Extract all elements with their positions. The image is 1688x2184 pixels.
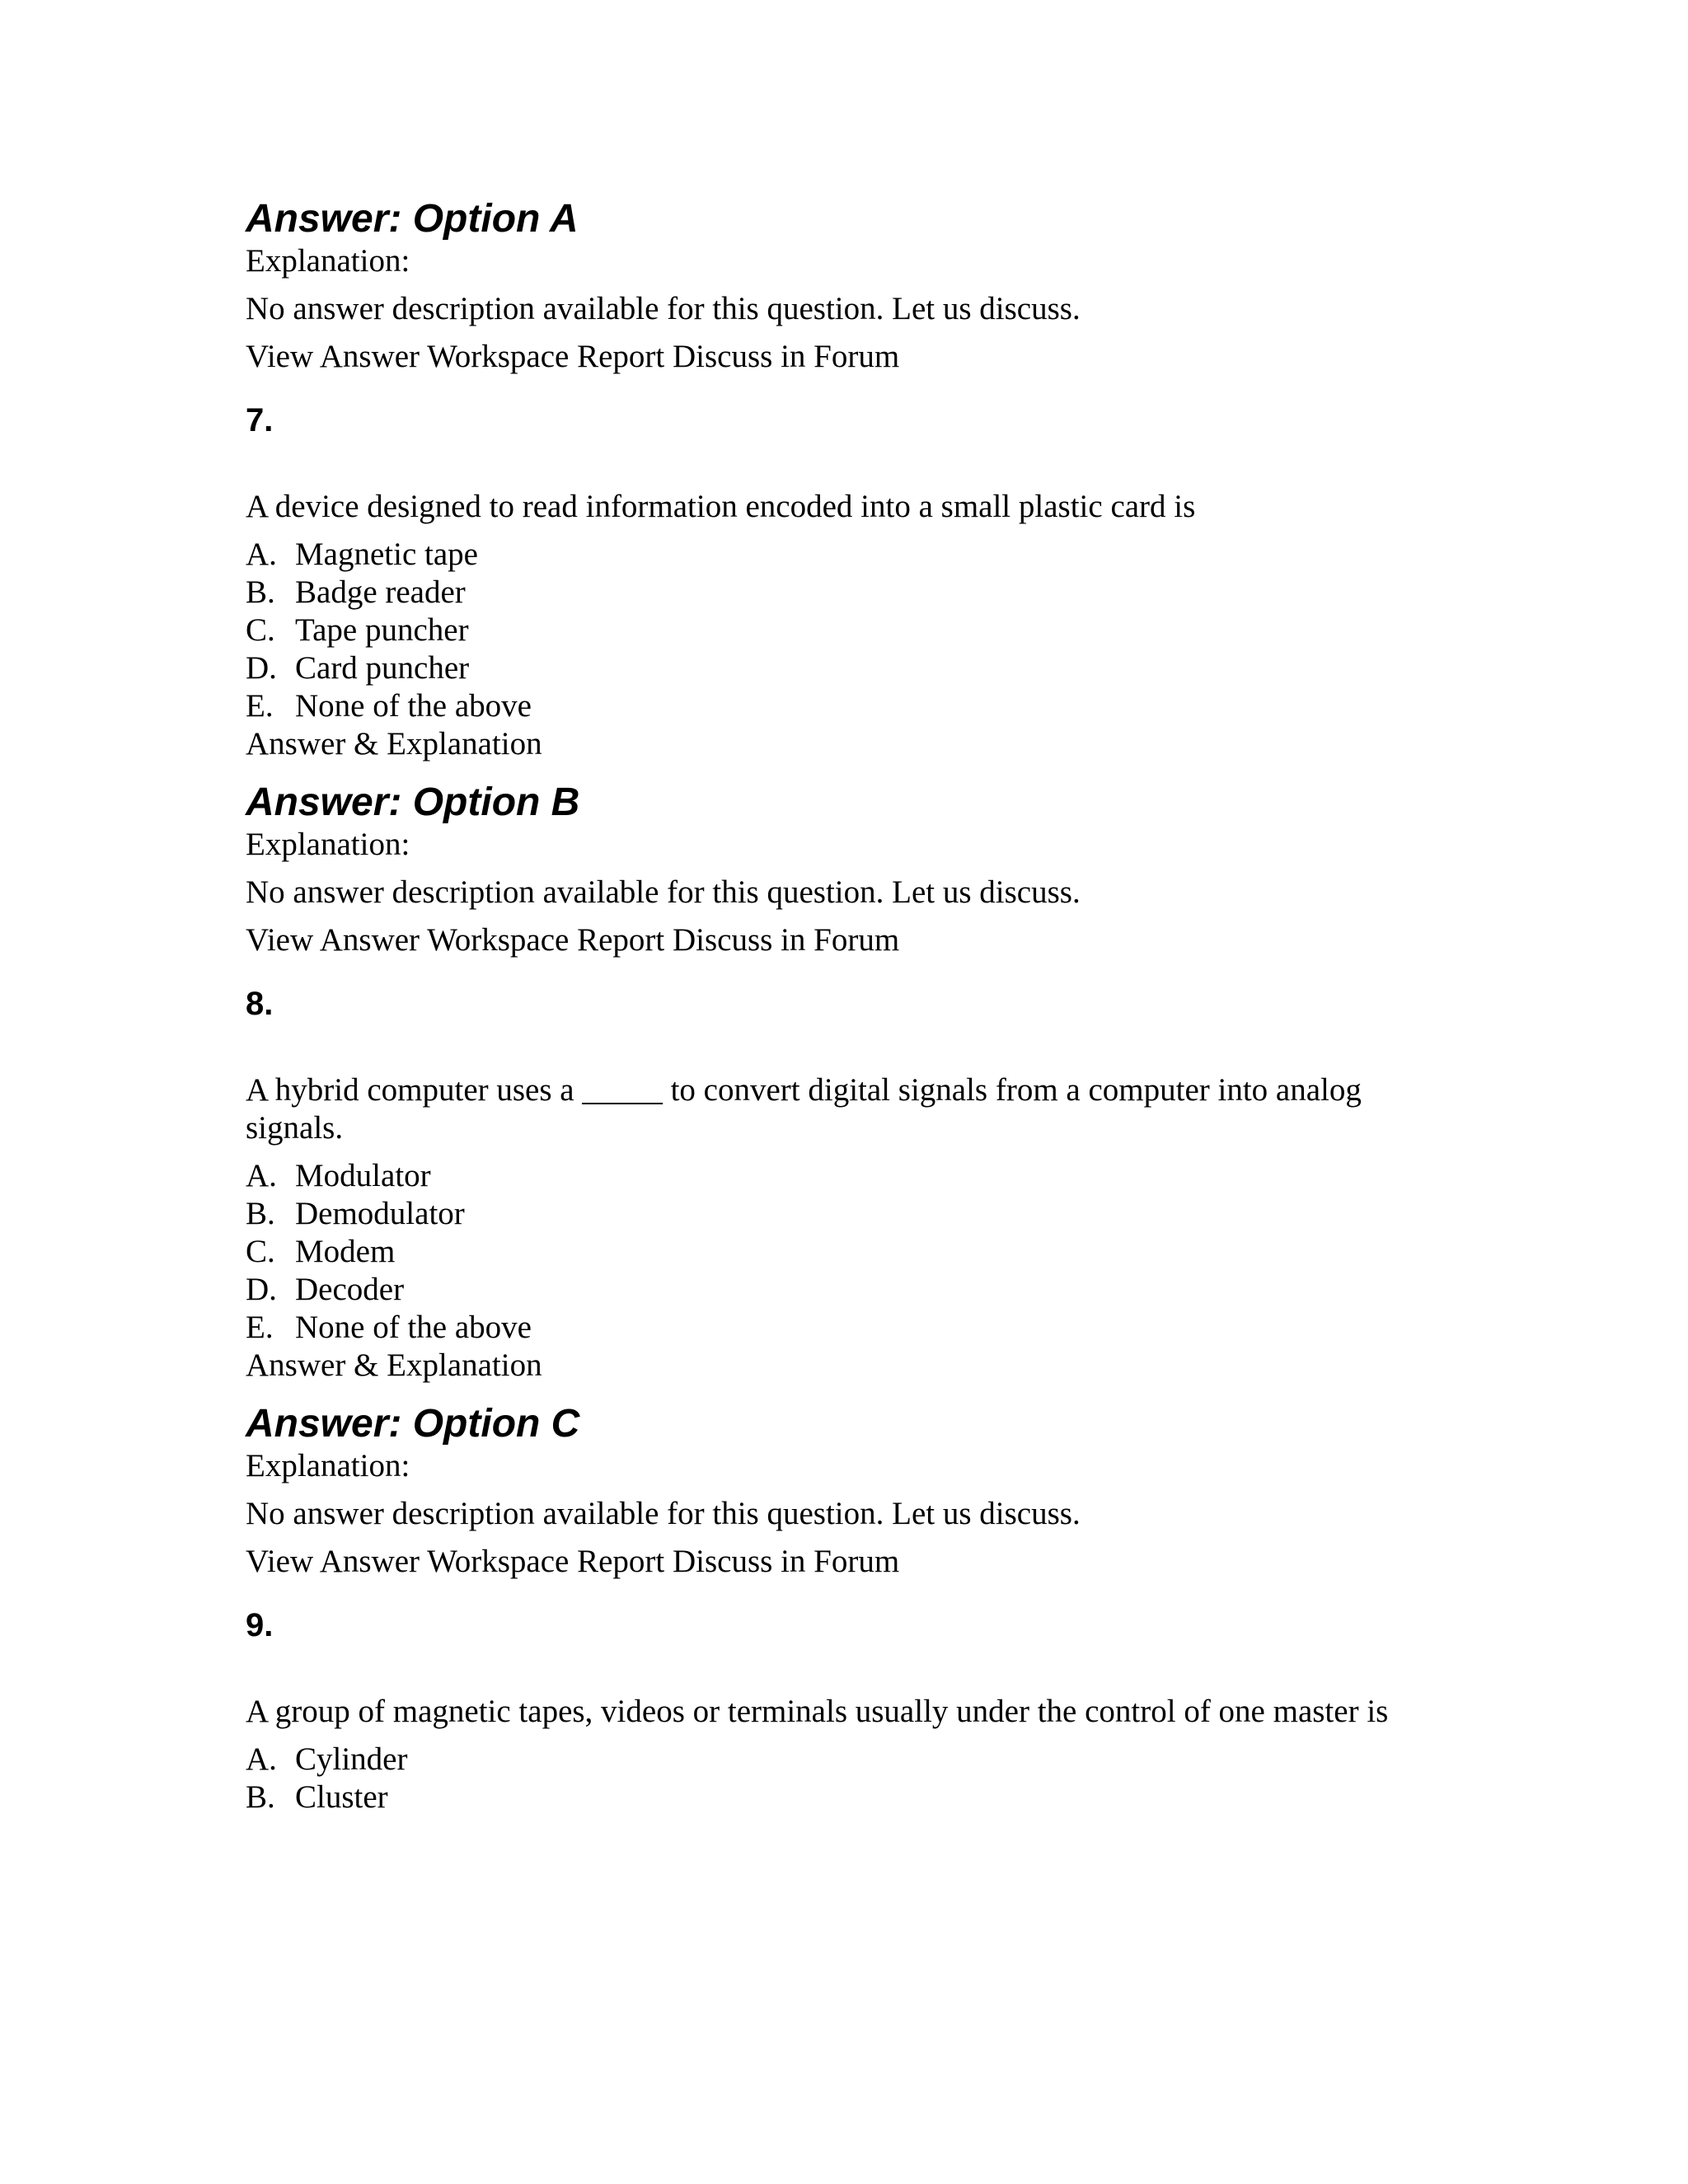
option-text: Demodulator [295,1196,465,1231]
option-text: Decoder [295,1272,405,1307]
explanation-text: No answer description available for this question. Let us discuss. [246,874,1081,910]
option-item[interactable] [246,1271,1449,1309]
answer-links[interactable]: View Answer Workspace Report Discuss in Forum [246,339,900,374]
option-text: None of the above [295,688,532,724]
question-text: A hybrid computer uses a _____ to convert digital signals from a computer into analog signals. [246,1072,1362,1146]
question-number: 7. [246,402,274,438]
option-item[interactable] [246,687,1449,725]
explanation-label: Explanation: [246,243,410,279]
option-item[interactable] [246,612,1449,649]
explanation-text: No answer description available for this question. Let us discuss. [246,291,1081,326]
option-letter: D. [246,650,277,686]
answer-links[interactable]: View Answer Workspace Report Discuss in Forum [246,922,900,958]
option-letter: E. [246,1310,274,1345]
answer-heading: Answer: Option A [246,197,579,241]
question-number: 8. [246,986,274,1022]
option-text: Magnetic tape [295,537,478,572]
option-letter: E. [246,688,274,724]
option-text: Card puncher [295,650,470,686]
option-list [246,1157,1449,1347]
option-text: Modulator [295,1158,431,1193]
answer-toggle[interactable]: Answer & Explanation [246,1347,542,1383]
option-item[interactable] [246,1309,1449,1347]
answer-links[interactable]: View Answer Workspace Report Discuss in Forum [246,1544,900,1579]
question-text: A device designed to read information encoded into a small plastic card is [246,489,1196,524]
option-item[interactable] [246,1195,1449,1233]
option-item[interactable] [246,574,1449,612]
option-letter: D. [246,1272,277,1307]
explanation-label: Explanation: [246,827,410,862]
option-letter: C. [246,612,275,648]
answer-heading: Answer: Option C [246,1402,580,1446]
option-letter: C. [246,1234,275,1269]
answer-heading: Answer: Option B [246,780,580,824]
option-item[interactable] [246,536,1449,574]
option-letter: B. [246,574,275,610]
option-letter: A. [246,1741,277,1777]
question-number: 9. [246,1607,274,1643]
option-list [246,1741,1449,1816]
option-text: Cluster [295,1779,388,1815]
explanation-label: Explanation: [246,1448,410,1483]
explanation-text: No answer description available for this question. Let us discuss. [246,1496,1081,1531]
option-item[interactable] [246,1779,1449,1816]
option-letter: A. [246,1158,277,1193]
option-item[interactable] [246,1157,1449,1195]
option-item[interactable] [246,1741,1449,1779]
option-text: Tape puncher [295,612,469,648]
option-text: Cylinder [295,1741,408,1777]
option-letter: B. [246,1779,275,1815]
question-text: A group of magnetic tapes, videos or terminals usually under the control of one master is [246,1694,1389,1729]
document-page [246,196,1449,1816]
option-letter: A. [246,537,277,572]
option-list [246,536,1449,725]
option-item[interactable] [246,1233,1449,1271]
option-item[interactable] [246,649,1449,687]
option-text: Badge reader [295,574,466,610]
option-text: Modem [295,1234,396,1269]
option-letter: B. [246,1196,275,1231]
answer-toggle[interactable]: Answer & Explanation [246,726,542,762]
option-text: None of the above [295,1310,532,1345]
